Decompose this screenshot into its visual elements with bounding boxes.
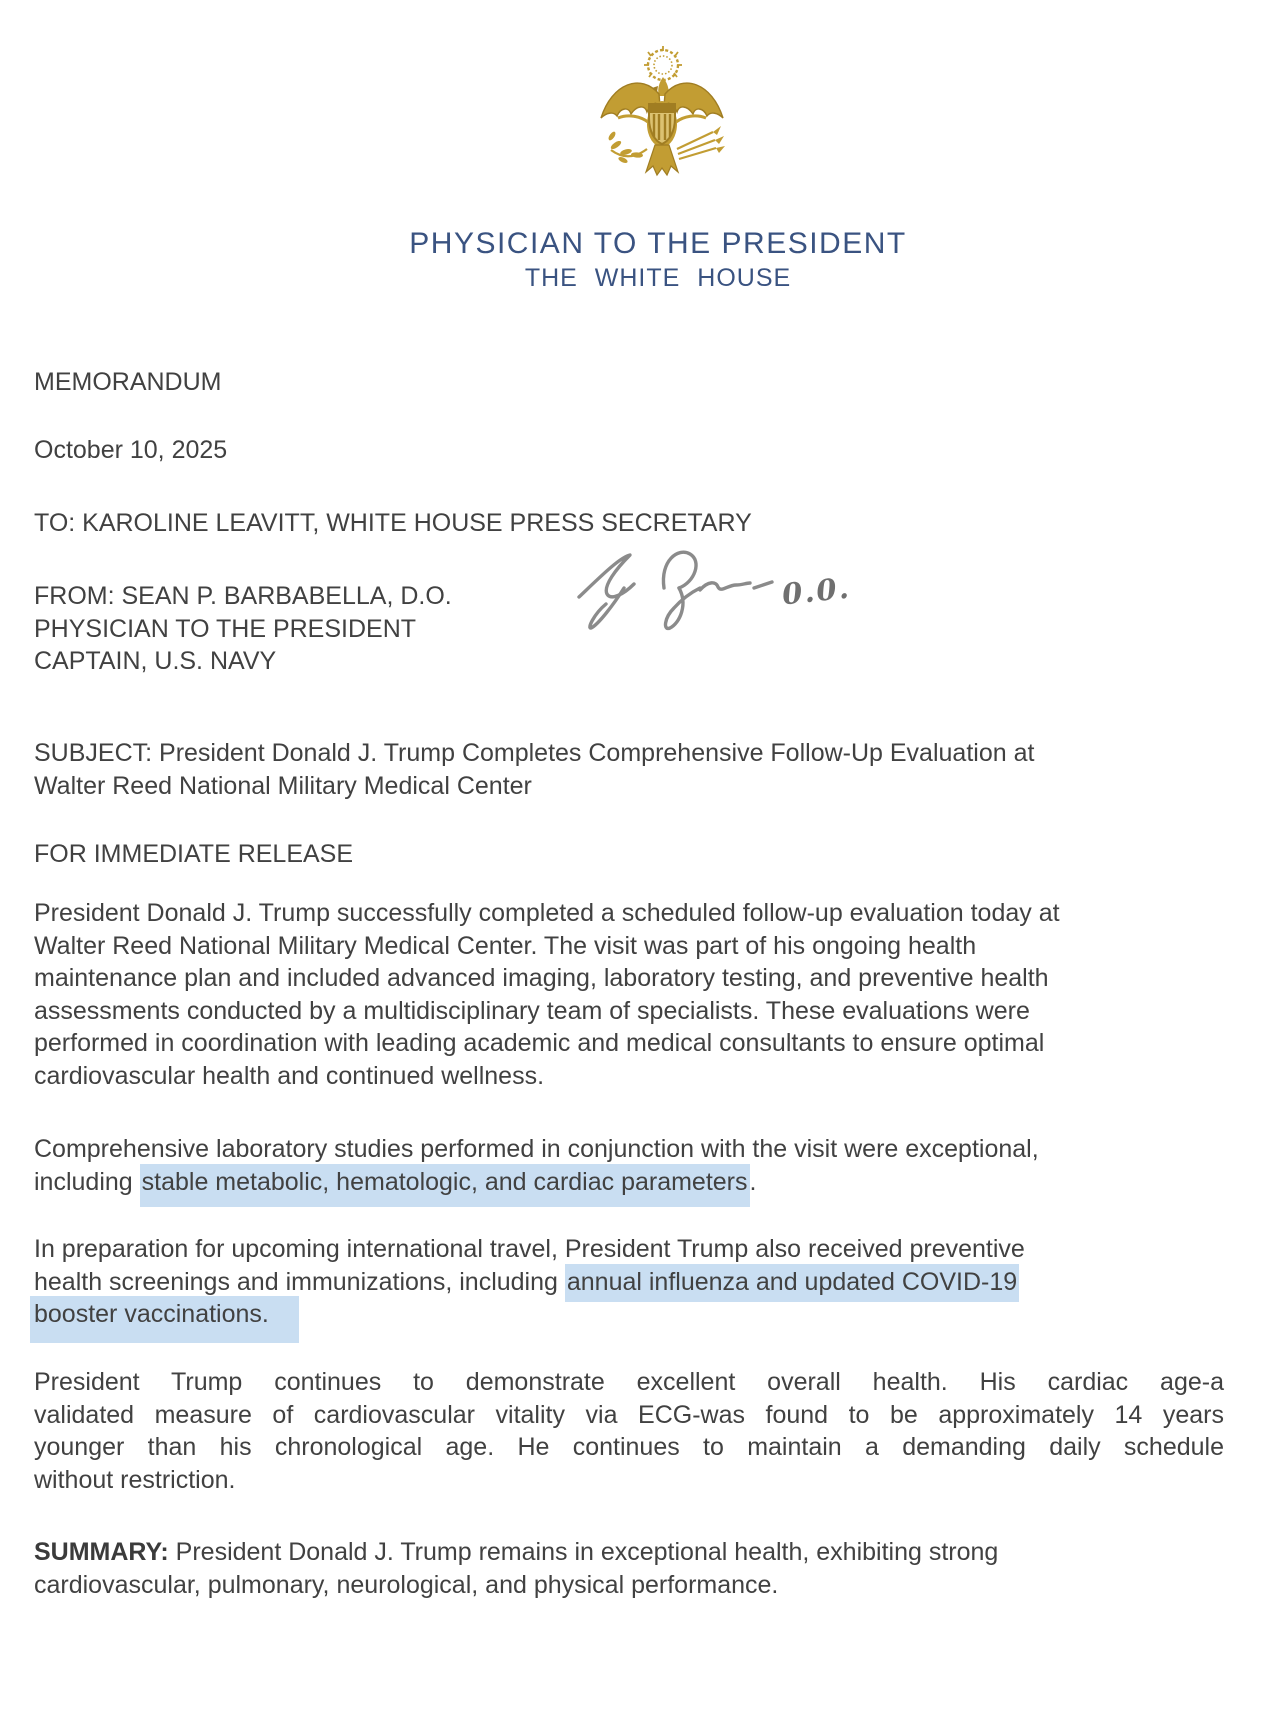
from-rank-line: CAPTAIN, U.S. NAVY: [34, 647, 277, 675]
highlighted-text: booster vaccinations.: [30, 1296, 299, 1343]
plain-text: including: [34, 1167, 140, 1196]
paragraph-2: Comprehensive laboratory studies performed in conjunction with the visit were exceptional, including stable metabolic, hematologic, and cardiac parameters.: [34, 1133, 1224, 1198]
paragraph-3: In preparation for upcoming international travel, President Trump also received preventive health screenings and immunizations, including annual influenza and updated COVID-19 booster vaccinations.: [34, 1233, 1224, 1331]
letterhead-subtitle: THE WHITE HOUSE: [524, 264, 792, 292]
memo-date: October 10, 2025: [34, 436, 228, 464]
from-line: FROM: SEAN P. BARBABELLA, D.O.: [34, 582, 452, 610]
plain-text: health screenings and immunizations, including: [34, 1267, 565, 1296]
signature-credential-note: 0.0.: [780, 570, 853, 612]
letterhead-title: PHYSICIAN TO THE PRESIDENT: [409, 227, 907, 260]
signature-scribble: [575, 545, 777, 647]
memo-to-line: TO: KAROLINE LEAVITT, WHITE HOUSE PRESS SECRETARY: [34, 509, 752, 537]
paragraph-4: President Trump continues to demonstrate excellent overall health. His cardiac age-a validated measure of cardiovascular vitality via ECG-was found to be approximately 14 years younger than his chronological age. He continues to maintain a demanding daily schedule without restriction.: [34, 1368, 1224, 1494]
presidential-seal-icon: [596, 44, 728, 188]
highlighted-text: stable metabolic, hematologic, and cardiac parameters: [140, 1164, 750, 1207]
plain-text: .: [749, 1167, 757, 1196]
plain-text: President Donald J. Trump remains in exceptional health, exhibiting strong: [168, 1538, 999, 1566]
memo-subject-block: SUBJECT: President Donald J. Trump Completes Comprehensive Follow-Up Evaluation at Walter Reed National Military Medical Center: [34, 739, 1035, 800]
summary-label: SUMMARY:: [34, 1538, 169, 1566]
summary-paragraph: SUMMARY: President Donald J. Trump remains in exceptional health, exhibiting strong cardiovascular, pulmonary, neurological, and physical performance.: [34, 1538, 999, 1599]
from-title-line: PHYSICIAN TO THE PRESIDENT: [34, 614, 417, 643]
paragraph-1: President Donald J. Trump successfully completed a scheduled follow-up evaluation today at Walter Reed National Military Medical Center. The visit was part of his ongoing health maintenance plan and included advanced imaging, laboratory testing, and preventive health assessments conducted by a multidisciplinary team of specialists. These evaluations were performed in coordination with leading academic and medical consultants to ensure optimal cardiovascular health and continued wellness.: [34, 899, 1060, 1090]
highlighted-text: annual influenza and updated COVID-19: [565, 1264, 1019, 1302]
memorandum-label: MEMORANDUM: [34, 368, 222, 396]
release-line: FOR IMMEDIATE RELEASE: [34, 840, 354, 868]
